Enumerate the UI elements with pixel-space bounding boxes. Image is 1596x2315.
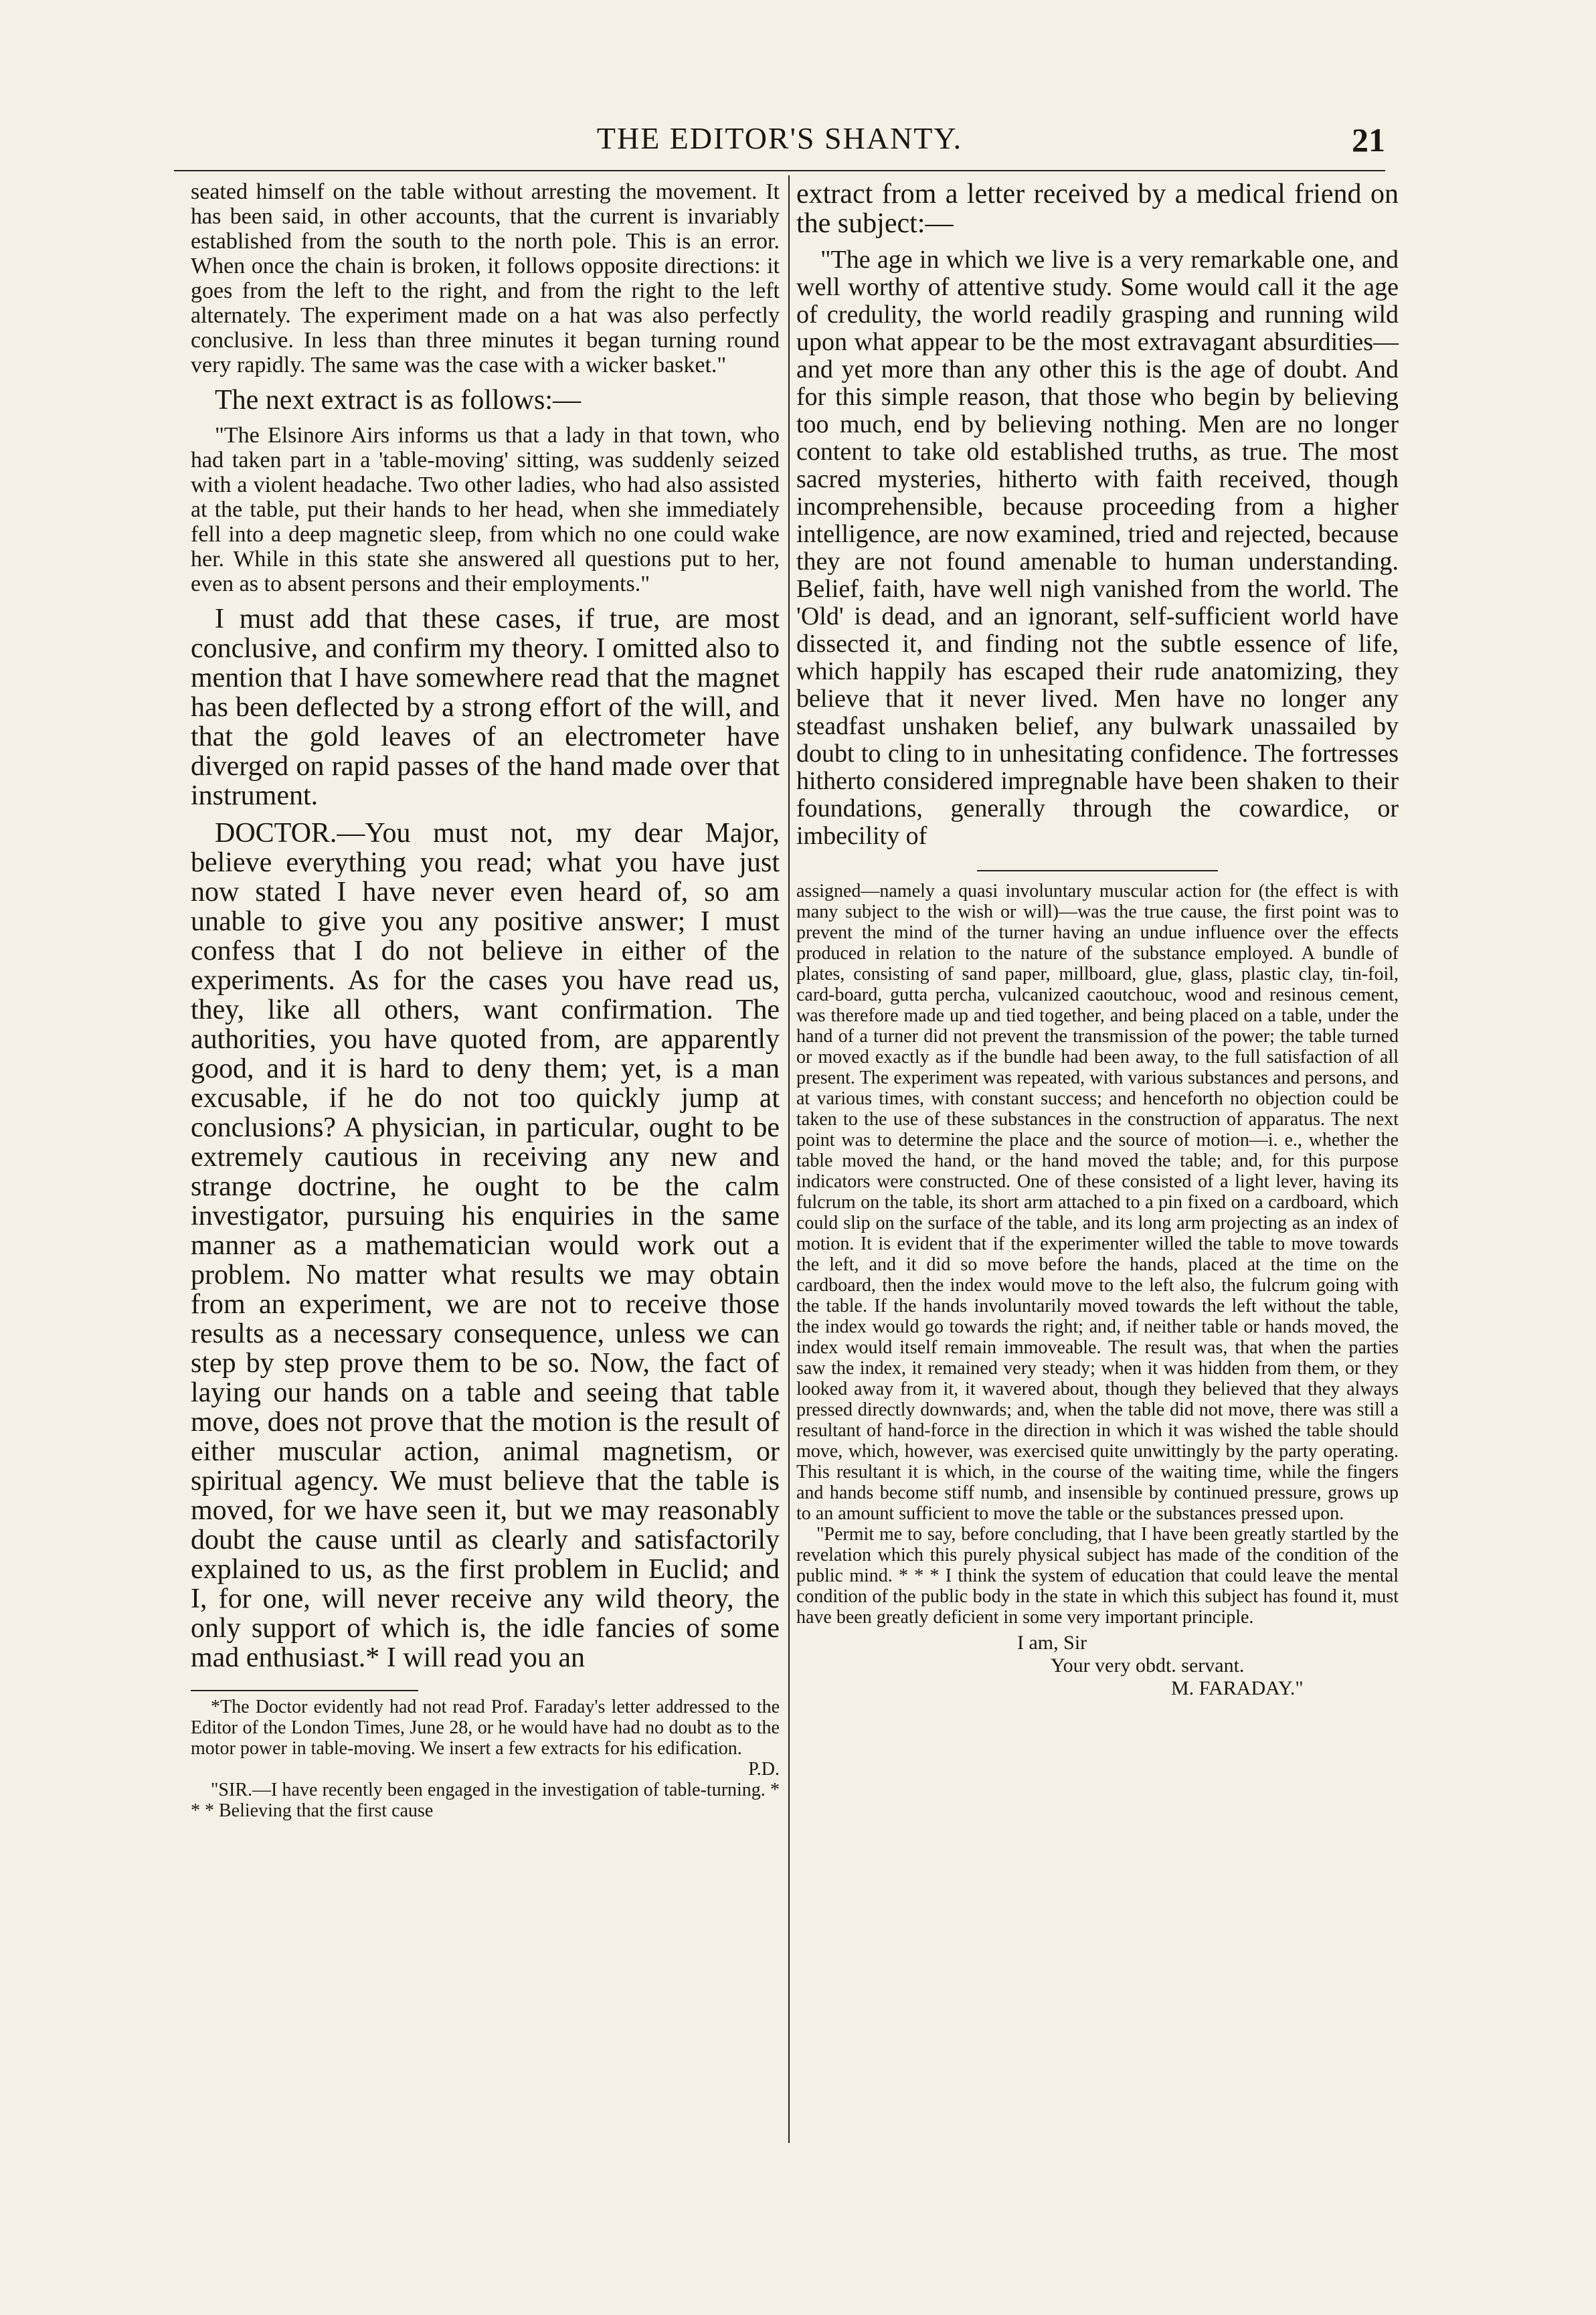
page-number: 21 (1352, 121, 1385, 159)
running-head (174, 120, 1385, 167)
column-divider (788, 175, 790, 2143)
footnote-faraday: *The Doctor evidently had not read Prof. Faraday's letter addressed to the Editor of the London Times, June 28, or he would have had no doubt as to the motor power in table-moving. We insert a few extracts for his edification. (191, 1697, 780, 1759)
faraday-letter-closing: "Permit me to say, before concluding, that I have been greatly startled by the revelation which this purely physical subject has made of the condition of the public mind. * * * I think the system of education that could leave the mental condition of the public body in the state in which this subject has found it, must have been greatly deficient in some very important principle. (796, 1524, 1399, 1628)
faraday-letter-body: assigned—namely a quasi involuntary muscular action for (the effect is with many subject to the wish or will)—was the true cause, the first point was to prevent the mind of the turner having an undue influence over the effects produced in relation to the nature of the substance employed. A bundle of plates, consisting of sand paper, millboard, glue, glass, plastic clay, tin-foil, card-board, gutta percha, vulcanized caoutchouc, wood and resinous cement, was therefore made up and tied together, and being placed on a table, under the hand of a turner did not prevent the transmission of the power; the table turned or moved exactly as if the bundle had been away, to the full satisfaction of all present. The experiment was repeated, with various substances and persons, and at various times, with constant success; and henceforth no objection could be taken to the use of these substances in the construction of apparatus. The next point was to determine the place and the source of motion—i. e., whether the table moved the hand, or the hand moved the table; and, for this purpose indicators were constructed. One of these consisted of a light lever, having its fulcrum on the table, its short arm attached to a pin fixed on a cardboard, which could slip on the surface of the table, and its long arm projecting as an index of motion. It is evident that if the experimenter willed the table to move towards the left, and it did so move before the hands, placed at the time on the cardboard, then the index would move to the left also, the fulcrum going with the table. If the hands involuntarily moved towards the left without the table, the index would go towards the right; and, if neither table or hands moved, the index would itself remain immoveable. The result was, that when the parties saw the index, it remained very steady; when it was hidden from them, or they looked away from it, it wavered about, though they believed that they always pressed directly downwards; and, when the table did not move, there was still a resultant of hand-force in the direction in which it was wished the table should move, which, however, was exercised quite unwittingly by the party operating. This resultant it is which, in the course of the waiting time, while the fingers and hands become stiff numb, and insensible by continued pressure, grows up to an amount sufficient to move the table or the substances pressed upon. (796, 881, 1399, 1524)
left-column (191, 179, 780, 1821)
paragraph-next-extract: The next extract is as follows:— (215, 385, 582, 416)
paragraph-seated: seated himself on the table without arresting the movement. It has been said, in other accounts, that the current is invariably established from the south to the north pole. This is an error. When once the chain is broken, it follows opposite directions: it goes from the left to the right, and from the right to the left alternately. The experiment made on a hat was also perfectly conclusive. In less than three minutes it began turning round very rapidly. The same was the case with a wicker basket." (191, 179, 780, 377)
signoff-name: M. FARADAY." (1171, 1677, 1304, 1699)
paragraph-doctor: DOCTOR.—You must not, my dear Major, believe everything you read; what you have just now stated I have never even heard of, so am unable to give you any positive answer; I must confess that I do not believe in either of the experiments. As for the cases you have read us, they, like all others, want confirmation. The authorities, you have quoted from, are apparently good, and it is hard to deny them; yet, is a man excusable, if he do not too quickly jump at conclusions? A physician, in particular, ought to be extremely cautious in receiving any new and strange doctrine, he ought to be the calm investigator, pursuing his enquiries in the same manner as a mathematician would work out a problem. No matter what results we may obtain from an experiment, we are not to receive those results as a necessary consequence, unless we can step by step prove them to be so. Now, the fact of laying our hands on a table and seeing that table move, does not prove that the motion is the result of either muscular action, animal magnetism, or spiritual agency. We must believe that the table is moved, for we have seen it, but we may reasonably doubt the cause until as clearly and satisfactorily explained to us, as the first problem in Euclid; and I, for one, will never receive any wild theory, the only support of which is, the idle fancies of some mad enthusiast.* I will read you an (191, 818, 780, 1673)
footnote-signature: P.D. (748, 1759, 780, 1780)
section-rule (977, 870, 1218, 871)
letter-opening: "SIR.—I have recently been engaged in the investigation of table-turning. * * * Believing that the first cause (191, 1780, 780, 1821)
footnote-rule (191, 1690, 418, 1691)
signoff-line-1: I am, Sir (1017, 1632, 1087, 1654)
paragraph-age-of-doubt: "The age in which we live is a very remarkable one, and well worthy of attentive study. Some would call it the age of credulity, the world readily grasping and running wild upon what appear to be the most extravagant absurdities—and yet more than any other this is the age of doubt. And for this simple reason, that those who begin by believing too much, end by believing nothing. Men are no longer content to take old established truths, as true. The most sacred mysteries, hitherto with faith received, though incomprehensible, because proceeding from a higher intelligence, are now examined, tried and rejected, because they are not found amenable to human understanding. Belief, faith, have well nigh vanished from the world. The 'Old' is dead, and an ignorant, self-sufficient world have dissected it, and finding not the subtle essence of life, which happily has escaped their rude anatomizing, they believe that it never lived. Men have no longer any steadfast unshaken belief, any bulwark unassailed by doubt to cling to in unhesitating confidence. The fortresses hitherto considered impregnable have been shaken to their foundations, generally through the cowardice, or imbecility of (796, 246, 1399, 850)
running-title: THE EDITOR'S SHANTY. (596, 121, 963, 155)
paragraph-elsinore: "The Elsinore Airs informs us that a lady in that town, who had taken part in a 'table-moving' sitting, was suddenly seized with a violent headache. Two other ladies, who had also assisted at the table, put their hands to her head, when she immediately fell into a deep magnetic sleep, from which no one could wake her. While in this state she answered all questions put to her, even as to absent persons and their employments." (191, 423, 780, 596)
right-column (796, 179, 1399, 1700)
header-rule (174, 170, 1385, 171)
paragraph-major-theory: I must add that these cases, if true, are most conclusive, and confirm my theory. I omitted also to mention that I have somewhere read that the magnet has been deflected by a strong effort of the will, and that the gold leaves of an electrometer have diverged on rapid passes of the hand made over that instrument. (191, 604, 780, 811)
signoff-line-2: Your very obdt. servant. (1051, 1654, 1245, 1677)
paragraph-medical-friend: extract from a letter received by a medical friend on the subject:— (796, 179, 1399, 239)
